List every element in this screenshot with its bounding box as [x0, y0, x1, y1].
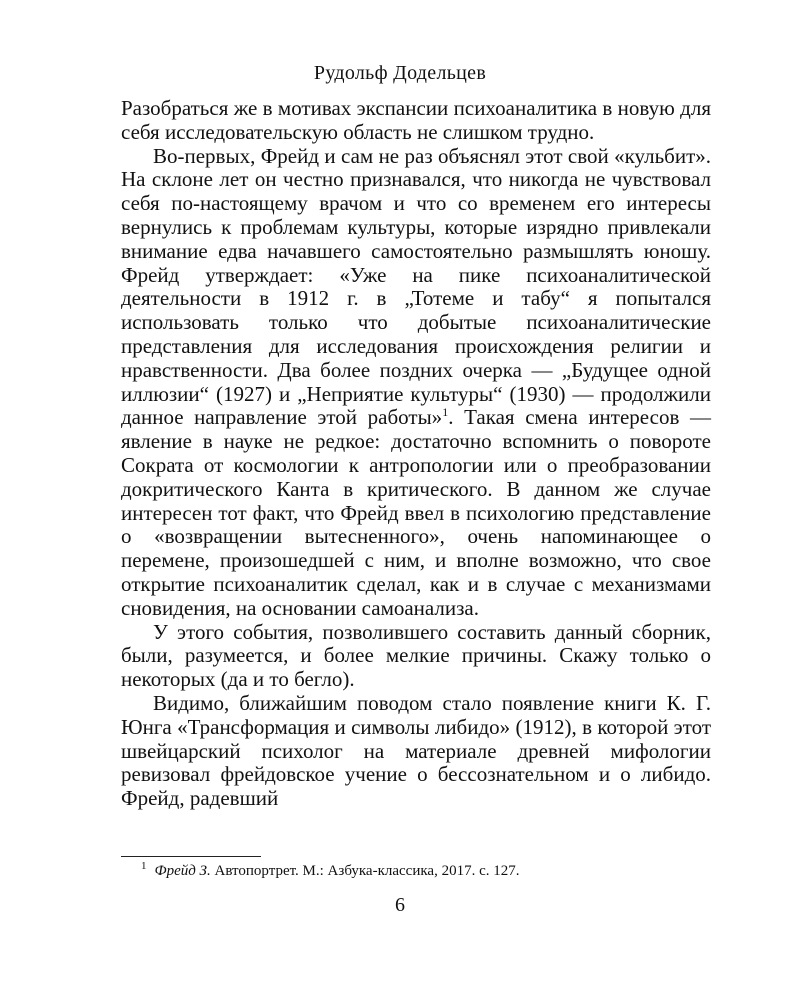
footnote-divider [121, 856, 261, 857]
footnote-author: Фрейд З. [154, 863, 211, 879]
paragraph-2-continuation: Такая смена интересов — явление в науке не редкое: достаточно вспомнить о повороте Сократа от космологии к антропологии или о преобразовании докритического Канта в критического. В данном же случае интересен тот факт, что Фрейд ввел в психологию представление о «возвращении вытесненного», очень напоминающее о перемене, произошедшей с ним, и вполне возможно, что свое открытие психоаналитик сделал, как и в случае с механизмами сновидения, на основании самоанализа. [121, 405, 711, 620]
paragraph-2-text: Во-первых, Фрейд и сам не раз объяснял этот свой «кульбит». На склоне лет он честно признавался, что никогда не чувствовал себя по-настоящему врачом и что со временем его интересы вернулись к проблемам культуры, которые изрядно привлекали внимание едва начавшего самостоятельно размышлять юношу. Фрейд утверждает: «Уже на пике психоаналитической деятельности в 1912 г. в „Тотеме и табу“ я попытался использовать только что добытые психоаналитические представления для исследования происхождения религии и нравственности. Два более поздних очерка — „Будущее одной иллюзии“ (1927) и „Неприятие культуры“ (1930) — продолжили данное направление этой работы» [121, 143, 711, 430]
footnote-number: 1 [141, 860, 147, 872]
page-number: 6 [395, 894, 405, 916]
paragraph-2: Во-первых, Фрейд и сам не раз объяснял этот свой «кульбит». На склоне лет он честно признавался, что никогда не чувствовал себя по-настоящему врачом и что со временем его интересы вернулись к проблемам культуры, которые изрядно привлекали внимание едва начавшего самостоятельно размышлять юношу. Фрейд утверждает: «Уже на пике психоаналитической деятельности в 1912 г. в „Тотеме и табу“ я попытался использовать только что добытые психоаналитические представления для исследования происхождения религии и нравственности. Два более поздних очерка — „Будущее одной иллюзии“ (1927) и „Неприятие культуры“ (1930) — продолжили данное направление этой работы»$^1$. Такая смена интересов — явление в науке не редкое: достаточно вспомнить о повороте Сократа от космологии к антропологии или о преобразовании докритического Канта в критического. В данном же случае интересен тот факт, что Фрейд ввел в психологию представление о «возвращении вытесненного», очень напоминающее о перемене, произошедшей с ним, и вполне возможно, что свое открытие психоаналитик сделал, как и в случае с механизмами сновидения, на основании самоанализа. [121, 143, 711, 620]
paragraph-3: У этого события, позволившего составить данный сборник, были, разумеется, и более мелкие причины. Скажу только о некоторых (да и то бегло). [121, 619, 711, 692]
body-text [121, 97, 711, 811]
footnote-marker[interactable]: 1 [442, 405, 449, 420]
footnote-text: Автопортрет. М.: Азбука-классика, 2017. с. 127. [214, 863, 520, 879]
footnote [121, 862, 711, 881]
paragraph-4: Видимо, ближайшим поводом стало появление книги К. Г. Юнга «Трансформация и символы либидо» (1912), в которой этот швейцарский психолог на материале древней мифологии ревизовал фрейдовское учение о бессознательном и о либидо. Фрейд, радевший [121, 690, 711, 811]
running-head: Рудольф Додельцев [313, 62, 487, 84]
paragraph-1: Разобраться же в мотивах экспансии психоаналитика в новую для себя исследовательскую область не слишком трудно. [121, 96, 711, 144]
